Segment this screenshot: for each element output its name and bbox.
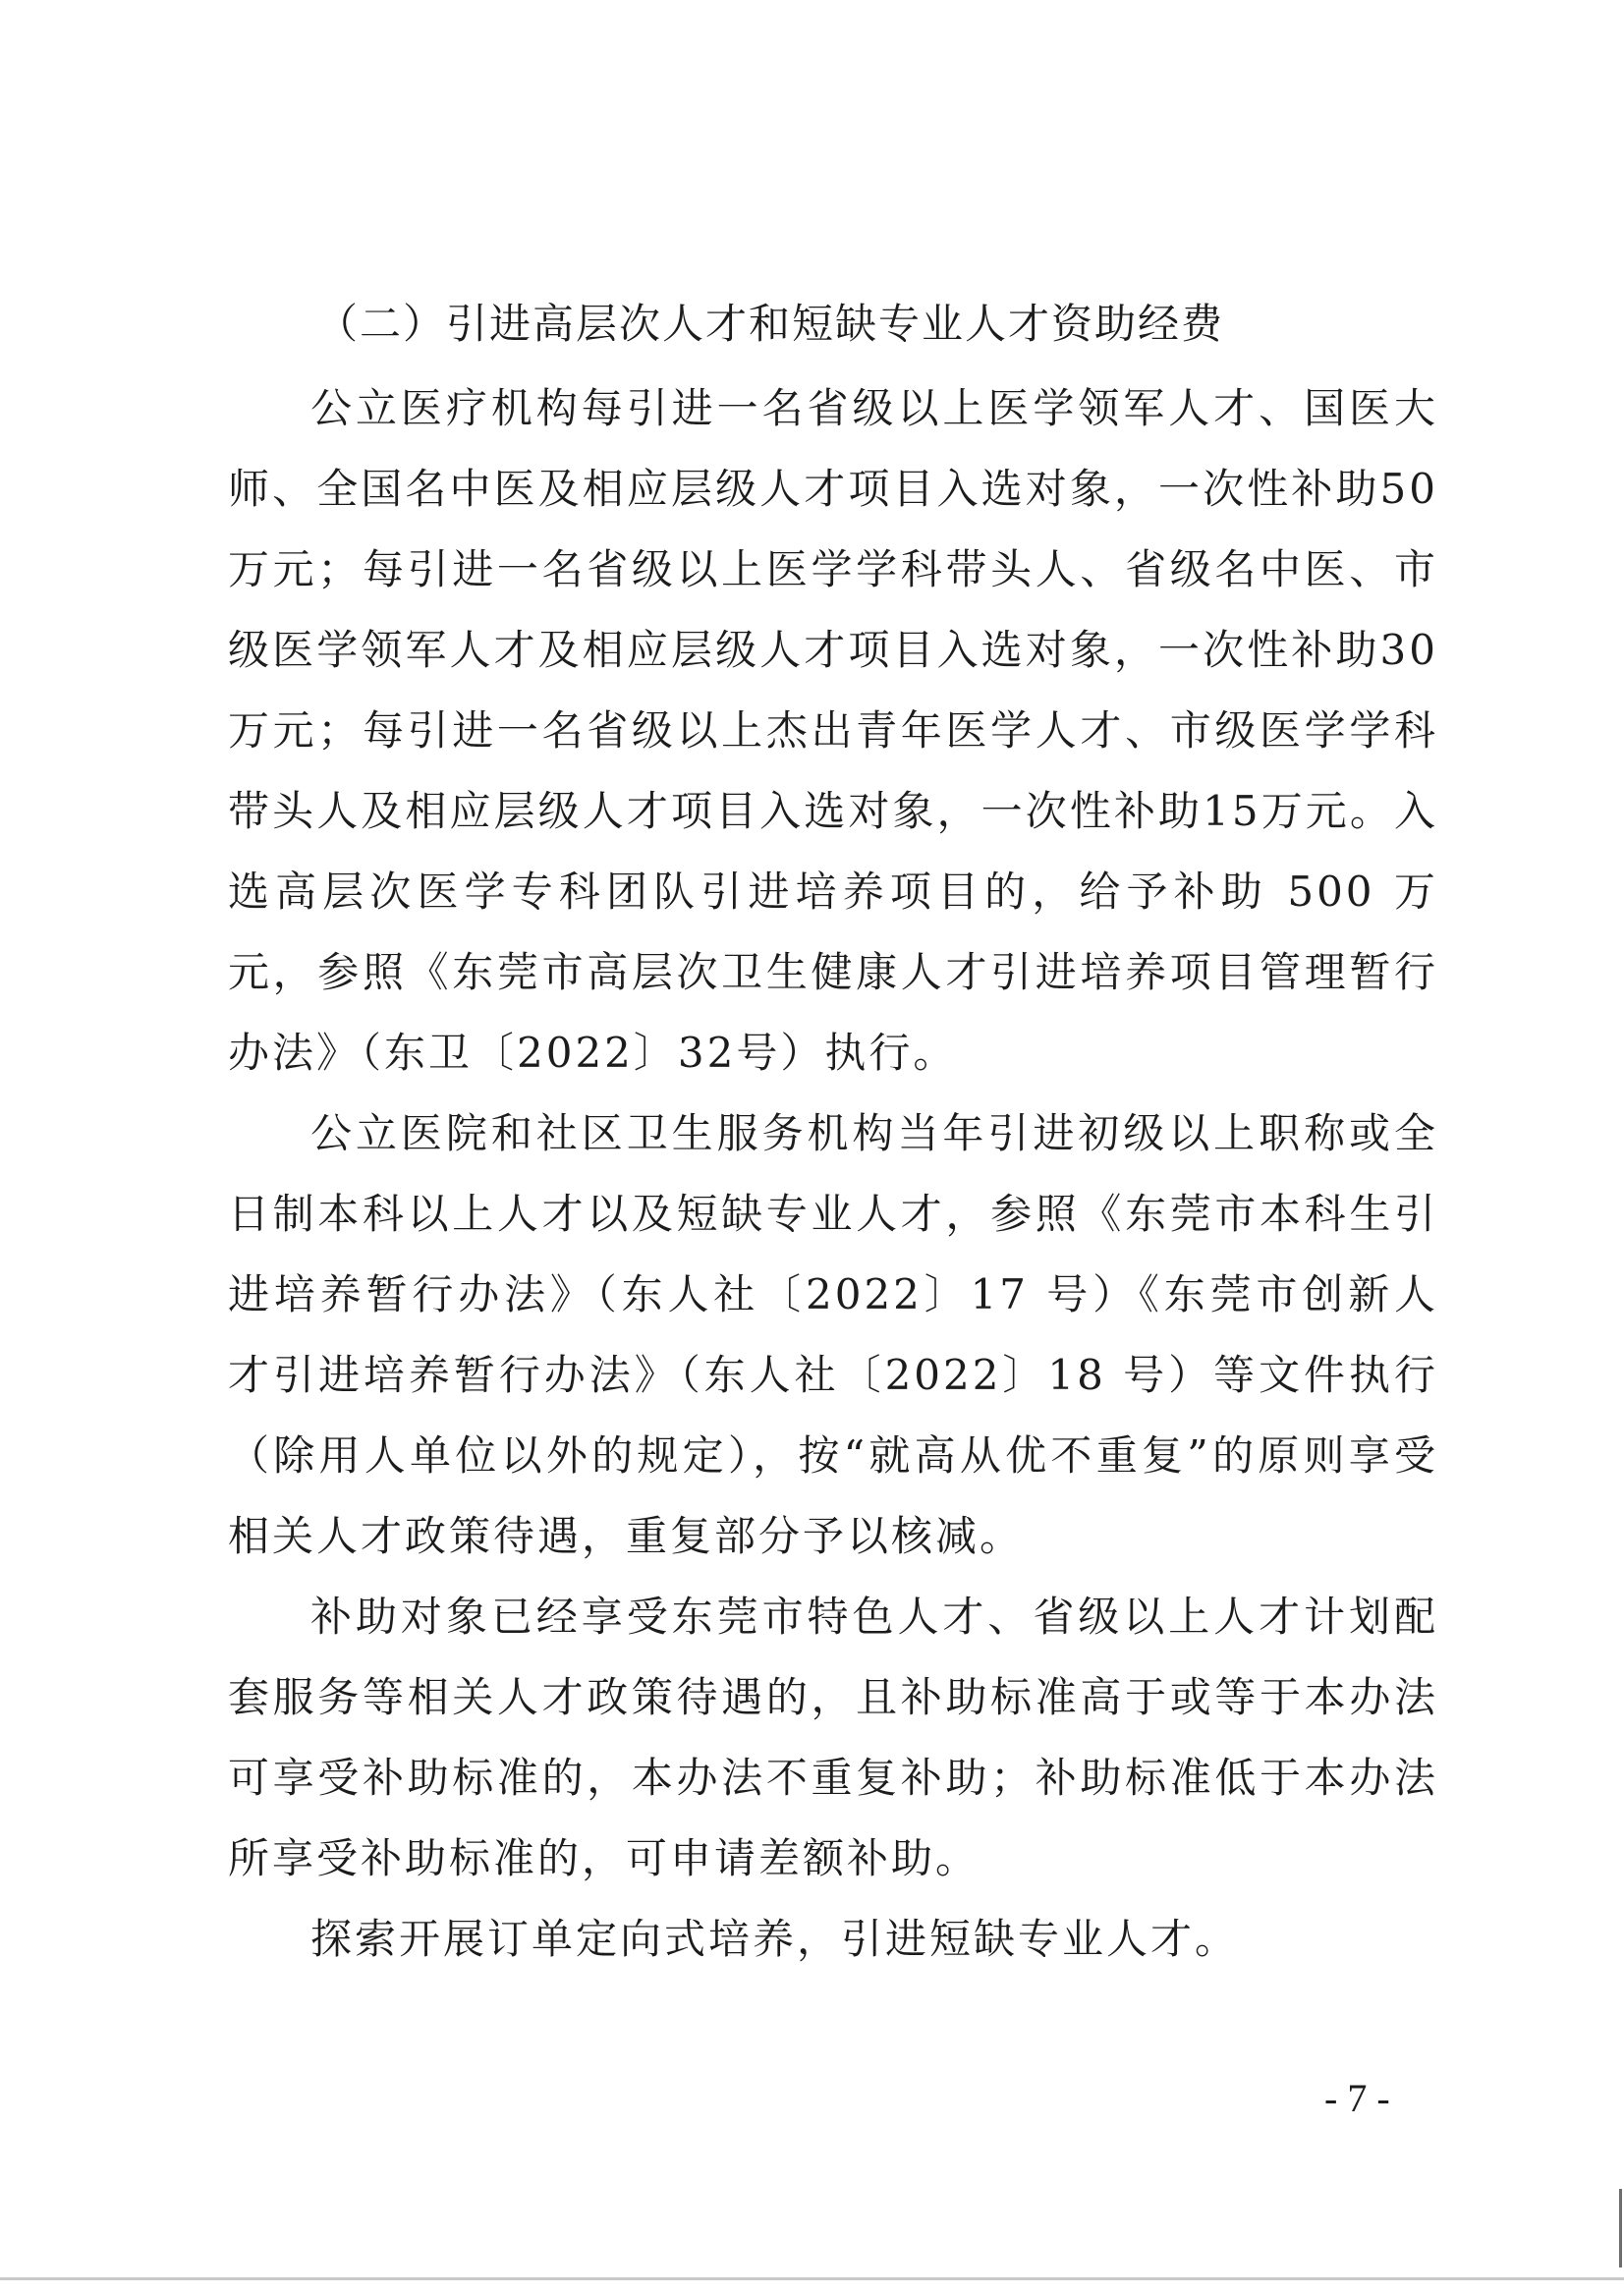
body-text — [228, 368, 1438, 1980]
scan-edge-mark — [1619, 2189, 1622, 2267]
paragraph-talent-subsidy: 公立医疗机构每引进一名省级以上医学领军人才、国医大师、全国名中医及相应层级人才项目入选对象，一次性补助50万元；每引进一名省级以上医学学科带头人、省级名中医、市级医学领军人才及相应层级人才项目入选对象，一次性补助30万元；每引进一名省级以上杰出青年医学人才、市级医学学科带头人及相应层级人才项目入选对象，一次性补助15万元。入选高层次医学专科团队引进培养项目的，给予补助 500 万元，参照《东莞市高层次卫生健康人才引进培养项目管理暂行办法》（东卫〔2022〕32号）执行。 — [228, 384, 1438, 1077]
paragraph-introduction-policy: 公立医院和社区卫生服务机构当年引进初级以上职称或全日制本科以上人才以及短缺专业人才，参照《东莞市本科生引进培养暂行办法》（东人社〔2022〕17 号）《东莞市创新人才引进培养暂行办法》（东人社〔2022〕18 号）等文件执行（除用人单位以外的规定），按“就高从优不重复”的原则享受相关人才政策待遇，重复部分予以核减。 — [228, 1109, 1438, 1560]
paragraph-duplicate-subsidy: 补助对象已经享受东莞市特色人才、省级以上人才计划配套服务等相关人才政策待遇的，且补助标准高于或等于本办法可享受补助标准的，本办法不重复补助；补助标准低于本办法所享受补助标准的，可申请差额补助。 — [228, 1593, 1438, 1882]
scan-edge-line — [0, 2277, 1624, 2280]
page-number: - 7 - — [1324, 2076, 1390, 2120]
section-heading: （二）引进高层次人才和短缺专业人才资助经费 — [316, 300, 1225, 348]
paragraph-targeted-training: 探索开展订单定向式培养，引进短缺专业人才。 — [310, 1915, 1240, 1963]
